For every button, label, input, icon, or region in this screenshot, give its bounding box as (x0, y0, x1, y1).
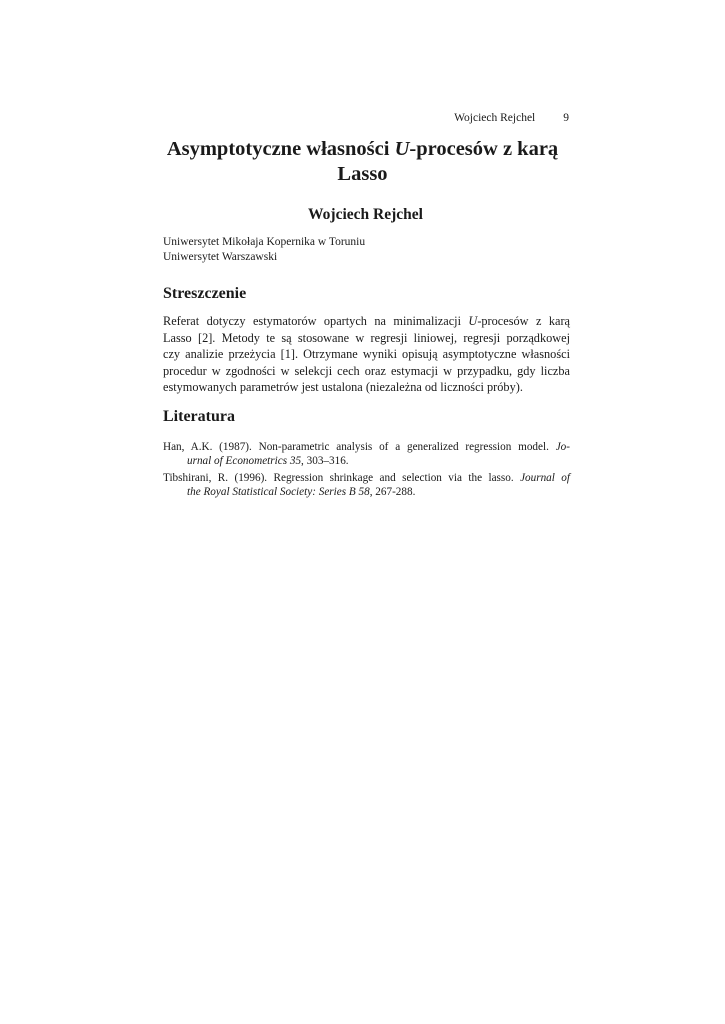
abstract-body (163, 313, 570, 396)
abstract-line-5: estymowanych parametrów jest ustalona (niezależna od liczności próby). (163, 380, 523, 395)
author-name: Wojciech Rejchel (308, 206, 423, 223)
title-text-part1: Asymptotyczne własności (166, 138, 395, 160)
running-head-author: Wojciech Rejchel (454, 112, 536, 124)
abstract-line-2: Lasso [2]. Metody te są stosowane w regresji liniowej, regresji porządkowej (163, 330, 570, 345)
reference-1-line-2 (163, 454, 570, 468)
reference-1-journal: urnal of Econometrics 35 (187, 455, 302, 468)
reference-2-line-1 (163, 471, 570, 485)
reference-1-text: Han, A.K. (1987). Non-parametric analysis of a generalized regression model. (163, 441, 556, 453)
reference-2-line-2 (163, 485, 570, 499)
reference-item (163, 440, 570, 469)
reference-list (163, 440, 570, 502)
reference-2-journal-start: Journal of (520, 471, 570, 484)
abstract-line-4: procedur w zgodności w selekcji cech oraz estymacji w przypadku, gdy liczba (163, 363, 570, 378)
reference-item (163, 471, 570, 500)
abstract-line-1-text: Referat dotyczy estymatorów opartych na minimalizacji (163, 314, 469, 328)
running-head (162, 112, 569, 124)
page-number: 9 (563, 112, 569, 124)
reference-2-text: Tibshirani, R. (1996). Regression shrinkage and selection via the lasso. (163, 471, 521, 484)
reference-1-journal-start: Jo- (555, 441, 570, 453)
title-line-1 (150, 137, 575, 162)
affiliation-1: Uniwersytet Mikołaja Kopernika w Toruniu (163, 236, 366, 248)
abstract-heading: Streszczenie (163, 285, 247, 302)
abstract-line-1-text-b: -procesów z karą (477, 314, 570, 328)
paper-title (150, 137, 575, 187)
reference-2-pages: , 267-288. (369, 486, 416, 499)
affiliation-2: Uniwersytet Warszawski (163, 251, 278, 263)
title-text-part2: -procesów z karą (409, 138, 559, 160)
reference-2-journal: the Royal Statistical Society: Series B 58 (187, 486, 370, 499)
abstract-line-3: czy analizie przeżycia [1]. Otrzymane wyniki opisują asymptotyczne własności (163, 347, 570, 362)
abstract-line-1 (163, 313, 570, 330)
abstract-italic-u: U (468, 314, 478, 328)
affiliations (163, 235, 570, 265)
title-italic-u: U (394, 138, 410, 160)
references-heading: Literatura (163, 408, 235, 425)
reference-1-line-1 (163, 440, 570, 454)
reference-1-pages: , 303–316. (301, 455, 349, 468)
title-line-2: Lasso (337, 163, 388, 185)
